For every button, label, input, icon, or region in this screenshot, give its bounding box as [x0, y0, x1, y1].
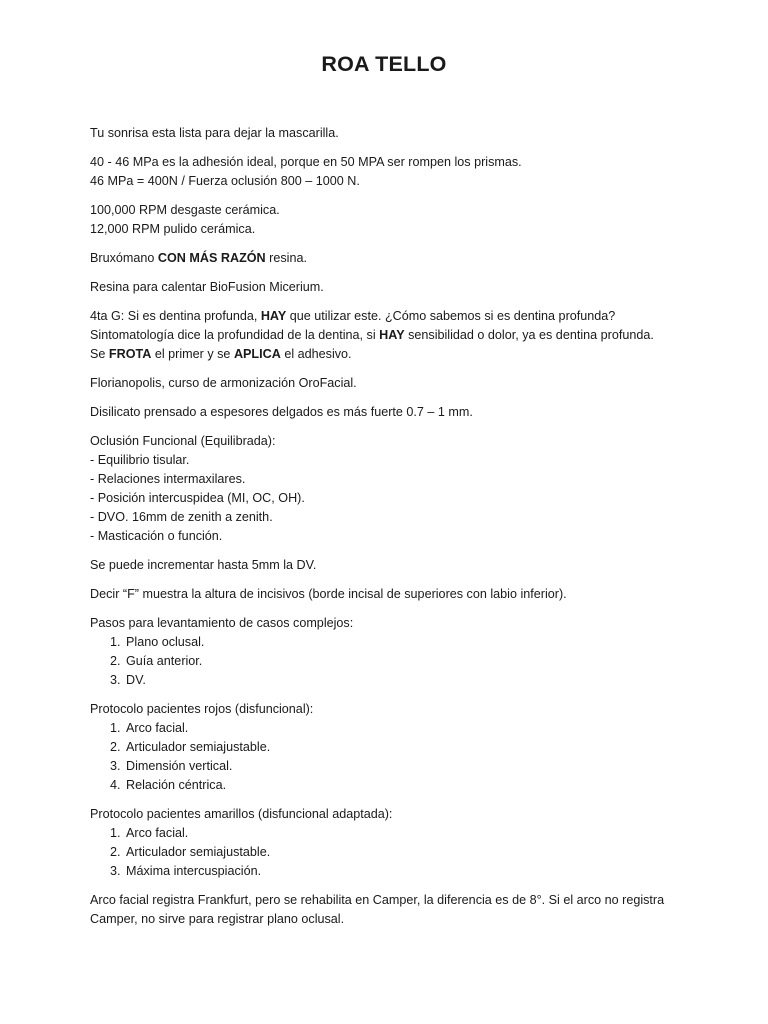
list-item: - Masticación o función.	[90, 529, 223, 543]
text-run: Bruxómano	[90, 251, 158, 265]
list-item: - DVO. 16mm de zenith a zenith.	[90, 510, 273, 524]
list-heading: Pasos para levantamiento de casos complejos:	[90, 616, 354, 630]
text-line: 12,000 RPM pulido cerámica.	[90, 222, 256, 236]
paragraph-dentina	[90, 307, 678, 364]
text-run: resina.	[265, 251, 307, 265]
text-run: Sintomatología dice la profundidad de la dentina, si	[90, 328, 380, 342]
text-line: Decir “F” muestra la altura de incisivos (borde incisal de superiores con labio inferior).	[90, 587, 567, 601]
list-item: 3. DV.	[124, 671, 678, 690]
list-heading: Oclusión Funcional (Equilibrada):	[90, 434, 276, 448]
text-line: 40 - 46 MPa es la adhesión ideal, porque en 50 MPA ser rompen los prismas.	[90, 155, 522, 169]
text-run: sensibilidad o dolor, ya es dentina profunda.	[404, 328, 654, 342]
paragraph-arco-facial	[90, 891, 678, 929]
text-line	[90, 249, 678, 268]
text-line: Disilicato prensado a espesores delgados es más fuerte 0.7 – 1 mm.	[90, 405, 473, 419]
paragraph-mascarilla	[90, 124, 678, 143]
paragraph-dv	[90, 556, 678, 575]
list-item: - Relaciones intermaxilares.	[90, 472, 246, 486]
text-line	[90, 326, 678, 345]
list-heading: Protocolo pacientes amarillos (disfuncional adaptada):	[90, 807, 393, 821]
list-item: 1. Arco facial.	[124, 719, 678, 738]
bold-text: APLICA	[233, 347, 281, 361]
text-run: el primer y se	[151, 347, 234, 361]
bold-text: FROTA	[108, 347, 152, 361]
list-item: 3. Dimensión vertical.	[124, 757, 678, 776]
list-item: - Posición intercuspidea (MI, OC, OH).	[90, 491, 305, 505]
text-line: Se puede incrementar hasta 5mm la DV.	[90, 558, 317, 572]
text-line	[90, 307, 678, 326]
text-run: el adhesivo.	[280, 347, 352, 361]
text-run: que utilizar este. ¿Cómo sabemos si es dentina profunda?	[286, 309, 616, 323]
paragraph-protocolo-amarillos	[90, 805, 678, 881]
text-line: 100,000 RPM desgaste cerámica.	[90, 203, 280, 217]
paragraph-protocolo-rojos	[90, 700, 678, 795]
numbered-list	[90, 719, 678, 795]
list-item: 1. Plano oclusal.	[124, 633, 678, 652]
list-item: 2. Articulador semiajustable.	[124, 738, 678, 757]
numbered-list	[90, 633, 678, 690]
paragraph-rpm	[90, 201, 678, 239]
text-run: Se	[90, 347, 109, 361]
text-line: Arco facial registra Frankfurt, pero se rehabilita en Camper, la diferencia es de 8°. Si el arco no registra	[90, 893, 665, 907]
list-item: 4. Relación céntrica.	[124, 776, 678, 795]
paragraph-florianopolis	[90, 374, 678, 393]
paragraph-pasos	[90, 614, 678, 690]
list-heading: Protocolo pacientes rojos (disfuncional):	[90, 702, 314, 716]
text-run: 4ta G: Si es dentina profunda,	[90, 309, 261, 323]
text-line	[90, 345, 678, 364]
paragraph-adhesion	[90, 153, 678, 191]
text-line: Tu sonrisa esta lista para dejar la mascarilla.	[90, 126, 339, 140]
page-title: ROA TELLO	[321, 52, 447, 76]
list-item: 3. Máxima intercuspiación.	[124, 862, 678, 881]
list-item: - Equilibrio tisular.	[90, 453, 190, 467]
paragraph-disilicato	[90, 403, 678, 422]
list-item: 2. Articulador semiajustable.	[124, 843, 678, 862]
bold-text: HAY	[379, 328, 405, 342]
bold-text: CON MÁS RAZÓN	[157, 251, 266, 265]
bold-text: HAY	[260, 309, 287, 323]
list-item: 2. Guía anterior.	[124, 652, 678, 671]
text-line: Resina para calentar BioFusion Micerium.	[90, 280, 324, 294]
paragraph-resina	[90, 278, 678, 297]
paragraph-decir-f	[90, 585, 678, 604]
text-line: Florianopolis, curso de armonización OroFacial.	[90, 376, 357, 390]
paragraph-bruxomano	[90, 249, 678, 268]
text-line: 46 MPa = 400N / Fuerza oclusión 800 – 1000 N.	[90, 174, 360, 188]
list-item: 1. Arco facial.	[124, 824, 678, 843]
numbered-list	[90, 824, 678, 881]
paragraph-oclusion-funcional	[90, 432, 678, 546]
text-line: Camper, no sirve para registrar plano oclusal.	[90, 912, 345, 926]
